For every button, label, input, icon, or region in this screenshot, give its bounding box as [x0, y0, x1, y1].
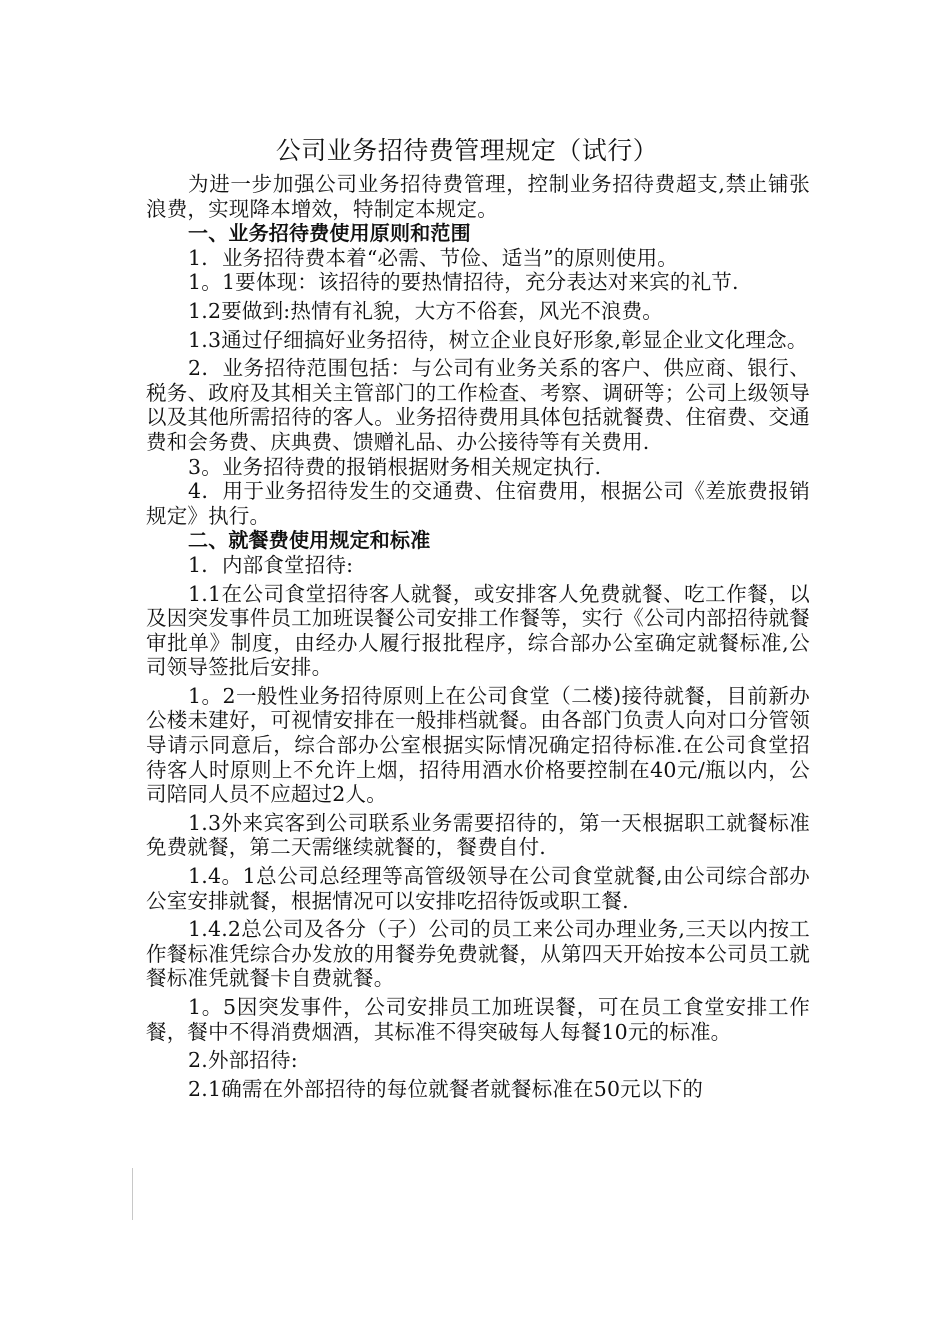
paragraph-external: 2.外部招待:	[188, 1048, 298, 1073]
paragraph-1: 1．业务招待费本着“必需、节俭、适当”的原则使用。	[188, 245, 679, 270]
paragraph-2: 2．业务招待范围包括：与公司有业务关系的客户、供应商、银行、税务、政府及其相关主管部门的工作检查、考察、调研等；公司上级领导以及其他所需招待的客人。业务招待费用具体包括就餐费、住宿费、交通费和会务费、庆典费、馈赠礼品、办公接待等有关费用.	[146, 356, 810, 454]
paragraph-1-1: 1。1要体现：该招待的要热情招待，充分表达对来宾的礼节.	[188, 270, 739, 295]
paragraph-1-5: 1。5因突发事件，公司安排员工加班误餐，可在员工食堂安排工作餐，餐中不得消费烟酒，其标准不得突破每人每餐10元的标准。	[146, 995, 810, 1044]
section-heading-1: 一、业务招待费使用原则和范围	[188, 221, 471, 246]
paragraph-1-3-visitors: 1.3外来宾客到公司联系业务需要招待的，第一天根据职工就餐标准免费就餐，第二天需继续就餐的，餐费自付.	[146, 810, 810, 860]
paragraph-3: 3。业务招待费的报销根据财务相关规定执行.	[188, 454, 602, 479]
paragraph-1-2: 1.2要做到:热情有礼貌，大方不俗套，风光不浪费。	[188, 298, 664, 323]
paragraph-1-3: 1.3通过仔细搞好业务招待，树立企业良好形象,彰显企业文化理念。	[188, 327, 808, 352]
paragraph-1-4-1: 1.4。1总公司总经理等高管级领导在公司食堂就餐,由公司综合部办公室安排就餐，根据情况可以安排吃招待饭或职工餐.	[146, 864, 810, 913]
revision-margin-line	[132, 1168, 133, 1220]
section-heading-2: 二、就餐费使用规定和标准	[188, 528, 431, 553]
intro-paragraph: 为进一步加强公司业务招待费管理，控制业务招待费超支,禁止铺张浪费，实现降本增效，特制定本规定。	[146, 172, 810, 221]
paragraph-1-4-2: 1.4.2总公司及各分（子）公司的员工来公司办理业务,三天以内按工作餐标准凭综合办发放的用餐券免费就餐，从第四天开始按本公司员工就餐标准凭就餐卡自费就餐。	[146, 917, 810, 991]
paragraph-1-2-canteen: 1。2一般性业务招待原则上在公司食堂（二楼)接待就餐，目前新办公楼未建好，可视情安排在一般排档就餐。由各部门负责人向对口分管领导请示同意后，综合部办公室根据实际情况确定招待标准.在公司食堂招待客人时原则上不允许上烟，招待用酒水价格要控制在40元/瓶以内，公司陪同人员不应超过2人。	[146, 683, 810, 807]
paragraph-2-1: 2.1确需在外部招待的每位就餐者就餐标准在50元以下的	[188, 1076, 704, 1101]
document-title: 公司业务招待费管理规定（试行）	[275, 136, 659, 165]
paragraph-1-1-canteen: 1.1在公司食堂招待客人就餐，或安排客人免费就餐、吃工作餐，以及因突发事件员工加班误餐公司安排工作餐等，实行《公司内部招待就餐审批单》制度，由经办人履行报批程序，综合部办公室确定就餐标准,公司领导签批后安排。	[146, 581, 810, 680]
document-body	[146, 172, 810, 1101]
paragraph-internal-canteen: 1．内部食堂招待:	[188, 552, 354, 577]
paragraph-4: 4．用于业务招待发生的交通费、住宿费用，根据公司《差旅费报销规定》执行。	[146, 479, 810, 528]
